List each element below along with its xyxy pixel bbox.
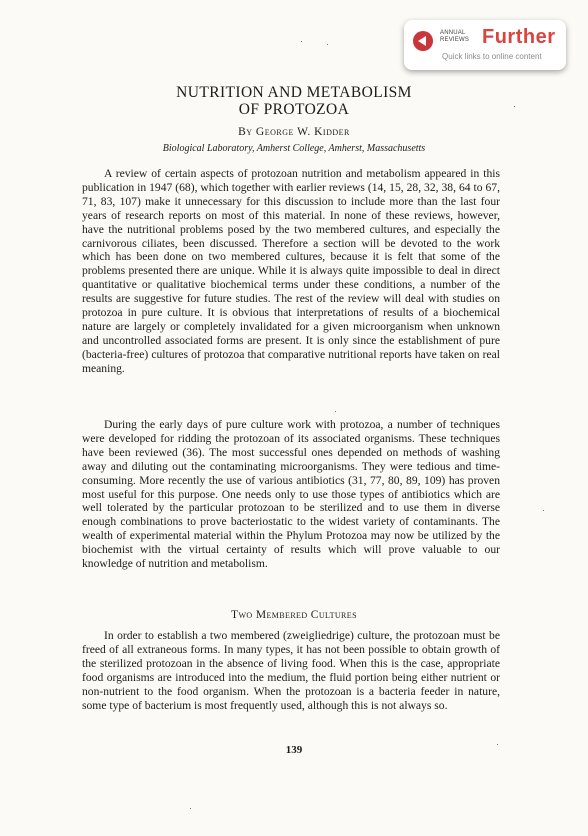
scan-speck (497, 744, 498, 745)
article-title-line2: OF PROTOZOA (238, 101, 350, 118)
badge-further-word: Further (482, 26, 556, 48)
scan-speck (514, 106, 515, 107)
annual-reviews-logo-icon (413, 31, 433, 51)
article-title-line1: NUTRITION AND METABOLISM (176, 84, 412, 101)
scan-speck (190, 808, 191, 809)
article-author: By George W. Kidder (238, 126, 350, 138)
body-paragraph-2: During the early days of pure culture work with protozoa, a number of techniques were developed for ridding the protozoan of its associated organisms. These techniques have been reviewed (36). The most successful ones depended on methods of washing away and diluting out the contaminating microorganisms. They were tedious and time-consuming. More recently the use of various antibiotics (31, 77, 80, 89, 109) has proven most useful for this purpose. One needs only to use those types of antibiotics which are well tolerated by the particular protozoan to be sterilized and to use them in diverse enough combinations to prove bacteriostatic to the widest variety of contaminants. The wealth of experimental material within the Phylum Protozoa may now be utilized by the biochemist with the virtual certainty of results which will prove valuable to our knowledge of nutrition and metabolism. (82, 418, 500, 571)
page-number: 139 (285, 744, 303, 756)
further-links-badge[interactable] (404, 20, 566, 70)
badge-brand-line1: ANNUAL (440, 30, 466, 36)
section-paragraph: In order to establish a two membered (zweigliedrige) culture, the protozoan must be freed of all extraneous forms. In many types, it has not been possible to obtain growth of the sterilized protozoan in the absence of living food. When this is the case, appropriate food organisms are introduced into the medium, the fluid portion being either nutrient or non-nutrient to the food organism. When the protozoan is a bacteria feeder in nature, some type of bacterium is most frequently used, although this is not always so. (82, 629, 500, 712)
scan-speck (335, 411, 336, 412)
badge-brand-line2: REVIEWS (440, 37, 470, 43)
article-affiliation: Biological Laboratory, Amherst College, Amherst, Massachusetts (162, 143, 426, 154)
section-heading: Two Membered Cultures (231, 609, 357, 621)
badge-brand (440, 30, 469, 44)
scan-speck (327, 44, 328, 45)
scan-speck (301, 41, 302, 42)
badge-subtitle: Quick links to online content (442, 52, 542, 61)
scan-speck (543, 510, 544, 511)
body-paragraph-1: A review of certain aspects of protozoan nutrition and metabolism appeared in this publication in 1947 (68), which together with earlier reviews (14, 15, 28, 32, 38, 64 to 67, 71, 83, 107) make it unnecessary for this discussion to include more than the last four years of research reports on most of this material. In none of these reviews, however, have the nutritional problems posed by the two membered cultures, and especially the carnivorous ciliates, been discussed. Therefore a section will be devoted to the work which has been done on two membered cultures, because it is felt that some of the problems presented there are unique. While it is always quite impossible to deal in direct quantitative or qualitative biochemical terms under these conditions, a number of the results are suggestive for future studies. The rest of the review will deal with studies on protozoa in pure culture. It is obvious that interpretations of results of a biochemical nature are largely or completely invalidated for a given microorganism when unknown and uncontrolled associated forms are present. It is only since the establishment of pure (bacteria-free) cultures of protozoa that comparative nutritional reports have taken on real meaning. (82, 167, 500, 375)
